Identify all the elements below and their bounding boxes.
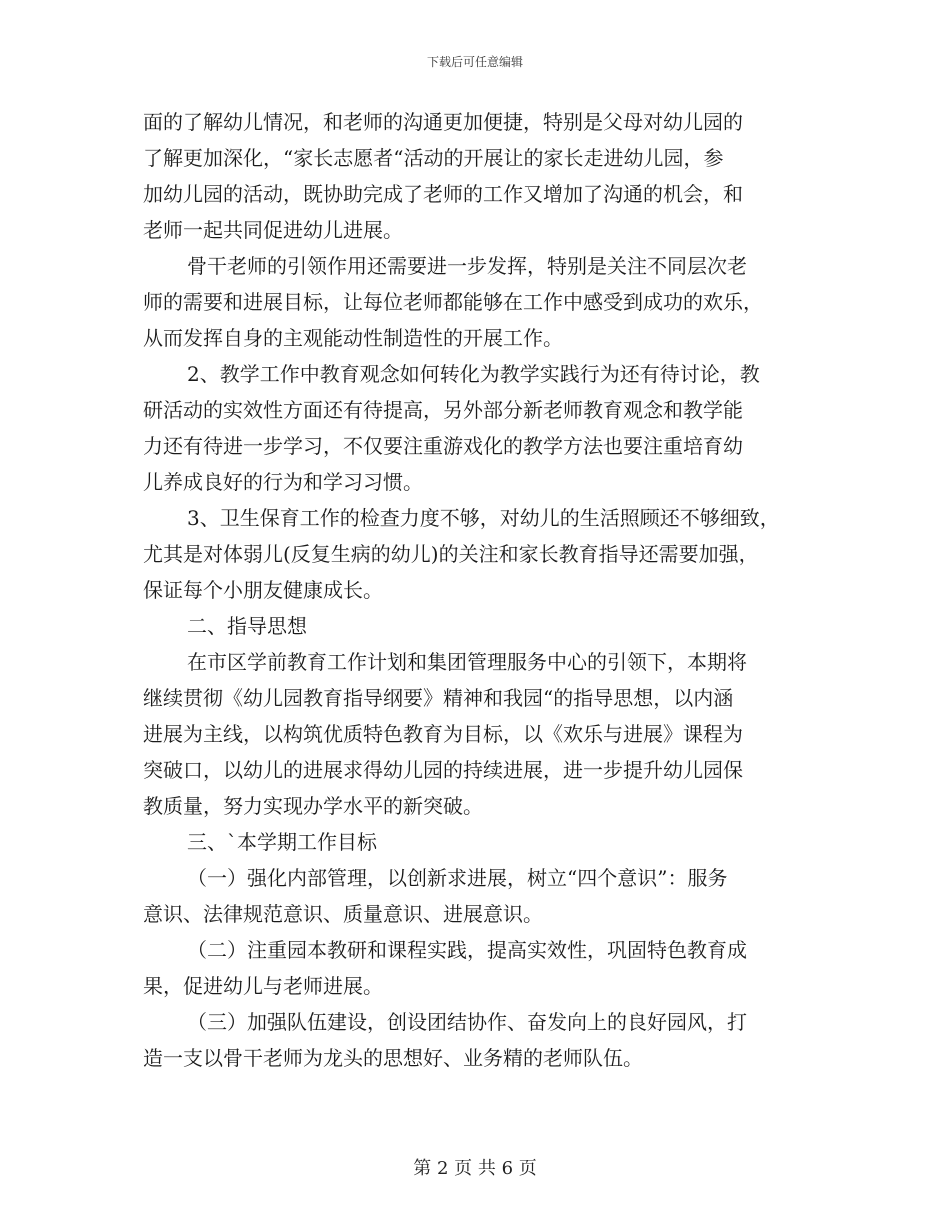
text-line: 儿养成良好的行为和学习习惯。 bbox=[143, 470, 423, 494]
section-heading: 二、指导思想 bbox=[187, 614, 307, 638]
text-line: 尤其是对体弱儿(反复生病的幼儿)的关注和家长教育指导还需要加强， bbox=[143, 542, 759, 566]
text-line: 保证每个小朋友健康成长。 bbox=[143, 578, 383, 602]
section-heading: 三、`本学期工作目标 bbox=[187, 830, 377, 854]
text-line: 研活动的实效性方面还有待提高，另外部分新老师教育观念和教学能 bbox=[143, 398, 743, 422]
text-line: 力还有待进一步学习，不仅要注重游戏化的教学方法也要注重培育幼 bbox=[143, 434, 743, 458]
text-line: 3、卫生保育工作的检查力度不够，对幼儿的生活照顾还不够细致， bbox=[187, 506, 780, 530]
text-line: 在市区学前教育工作计划和集团管理服务中心的引领下，本期将 bbox=[187, 650, 747, 674]
page-header-note: 下载后可任意编辑 bbox=[426, 55, 523, 69]
text-line: （三）加强队伍建设，创设团结协作、奋发向上的良好园风，打 bbox=[187, 1010, 747, 1034]
text-line: 教质量，努力实现办学水平的新突破。 bbox=[143, 794, 483, 818]
text-line: 骨干老师的引领作用还需要进一步发挥，特别是关注不同层次老 bbox=[187, 254, 747, 278]
text-line: 老师一起共同促进幼儿进展。 bbox=[143, 218, 403, 242]
text-line: （二）注重园本教研和课程实践，提高实效性，巩固特色教育成 bbox=[187, 938, 747, 962]
text-line: 加幼儿园的活动，既协助完成了老师的工作又增加了沟通的机会，和 bbox=[143, 182, 743, 206]
text-line: 从而发挥自身的主观能动性制造性的开展工作。 bbox=[143, 326, 563, 350]
text-line: 造一支以骨干老师为龙头的思想好、业务精的老师队伍。 bbox=[143, 1046, 643, 1070]
text-line: 突破口，以幼儿的进展求得幼儿园的持续进展，进一步提升幼儿园保 bbox=[143, 758, 743, 782]
text-line: 继续贯彻《幼儿园教育指导纲要》精神和我园“的指导思想，以内涵 bbox=[143, 686, 734, 710]
text-line: 果，促进幼儿与老师进展。 bbox=[143, 974, 383, 998]
document-body bbox=[143, 104, 833, 1076]
text-line: 2、教学工作中教育观念如何转化为教学实践行为还有待讨论，教 bbox=[187, 362, 760, 386]
text-line: 意识、法律规范意识、质量意识、进展意识。 bbox=[143, 902, 543, 926]
text-line: （一）强化内部管理，以创新求进展，树立“四个意识”：服务 bbox=[187, 866, 728, 890]
text-line: 进展为主线，以构筑优质特色教育为目标，以《欢乐与进展》课程为 bbox=[143, 722, 743, 746]
page-number: 第 2 页 共 6 页 bbox=[413, 1158, 537, 1179]
text-line: 师的需要和进展目标，让每位老师都能够在工作中感受到成功的欢乐， bbox=[143, 290, 763, 314]
text-line: 面的了解幼儿情况，和老师的沟通更加便捷，特别是父母对幼儿园的 bbox=[143, 110, 743, 134]
text-line: 了解更加深化，“家长志愿者“活动的开展让的家长走进幼儿园，参 bbox=[143, 146, 724, 170]
